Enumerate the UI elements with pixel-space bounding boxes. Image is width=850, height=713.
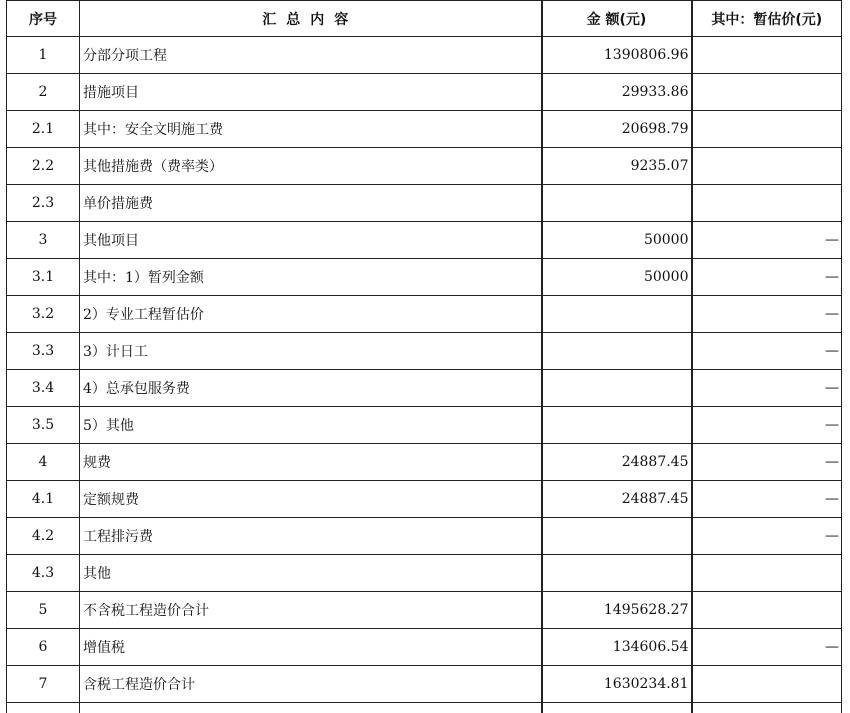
row-no: 3.3: [7, 333, 80, 370]
row-no: 4.1: [7, 481, 80, 518]
row-no: 2.1: [7, 111, 80, 148]
row-provisional: [692, 185, 842, 222]
row-no: 2.2: [7, 148, 80, 185]
row-provisional: —: [692, 481, 842, 518]
header-amount: 金 额(元): [542, 1, 692, 37]
row-amount: [542, 555, 692, 592]
table-row: [7, 185, 842, 222]
row-provisional: [692, 148, 842, 185]
table-row: [7, 259, 842, 296]
row-content: 不含税工程造价合计: [80, 592, 542, 629]
row-provisional: —: [692, 629, 842, 666]
row-amount: [542, 407, 692, 444]
row-provisional: [692, 74, 842, 111]
row-no: 2.3: [7, 185, 80, 222]
header-no: 序号: [7, 1, 80, 37]
table-row: [7, 111, 842, 148]
row-provisional: [692, 111, 842, 148]
header-provisional: 其中：暂估价(元): [692, 1, 842, 37]
table-row: [7, 37, 842, 74]
table-row: [7, 74, 842, 111]
table-row-partial: [7, 703, 842, 713]
row-no: 3.5: [7, 407, 80, 444]
row-amount: [542, 296, 692, 333]
table-row: [7, 629, 842, 666]
row-provisional: [692, 592, 842, 629]
row-content: 增值税: [80, 629, 542, 666]
row-content: 分部分项工程: [80, 37, 542, 74]
empty-cell: [80, 703, 542, 713]
row-provisional: —: [692, 296, 842, 333]
row-amount: 1390806.96: [542, 37, 692, 74]
header-content: 汇总内容: [80, 1, 542, 37]
row-amount: 1495628.27: [542, 592, 692, 629]
row-content: 3）计日工: [80, 333, 542, 370]
row-amount: 1630234.81: [542, 666, 692, 703]
empty-cell: [692, 703, 842, 713]
row-no: 5: [7, 592, 80, 629]
row-content: 5）其他: [80, 407, 542, 444]
row-no: 4.3: [7, 555, 80, 592]
row-content: 其他项目: [80, 222, 542, 259]
row-no: 3.4: [7, 370, 80, 407]
row-provisional: [692, 555, 842, 592]
row-provisional: —: [692, 518, 842, 555]
row-provisional: —: [692, 407, 842, 444]
row-amount: 9235.07: [542, 148, 692, 185]
cost-summary-table: [6, 0, 842, 713]
row-no: 6: [7, 629, 80, 666]
row-no: 7: [7, 666, 80, 703]
row-provisional: [692, 37, 842, 74]
row-content: 其他: [80, 555, 542, 592]
table-row: [7, 148, 842, 185]
row-no: 4: [7, 444, 80, 481]
row-amount: 134606.54: [542, 629, 692, 666]
row-provisional: —: [692, 370, 842, 407]
row-amount: 29933.86: [542, 74, 692, 111]
table-body: [7, 37, 842, 713]
row-content: 单价措施费: [80, 185, 542, 222]
row-content: 2）专业工程暂估价: [80, 296, 542, 333]
row-content: 4）总承包服务费: [80, 370, 542, 407]
table-row: [7, 222, 842, 259]
table-row: [7, 444, 842, 481]
row-content: 措施项目: [80, 74, 542, 111]
row-amount: 50000: [542, 259, 692, 296]
row-content: 其他措施费（费率类）: [80, 148, 542, 185]
table-row: [7, 296, 842, 333]
table-row: [7, 518, 842, 555]
header-row: [7, 1, 842, 37]
row-provisional: —: [692, 222, 842, 259]
row-no: 3.2: [7, 296, 80, 333]
row-amount: [542, 370, 692, 407]
row-amount: 24887.45: [542, 481, 692, 518]
row-content: 其中：安全文明施工费: [80, 111, 542, 148]
row-content: 其中：1）暂列金额: [80, 259, 542, 296]
empty-cell: [542, 703, 692, 713]
row-amount: 24887.45: [542, 444, 692, 481]
row-provisional: —: [692, 333, 842, 370]
row-no: 2: [7, 74, 80, 111]
row-amount: 20698.79: [542, 111, 692, 148]
table-row: [7, 370, 842, 407]
row-provisional: —: [692, 444, 842, 481]
row-amount: 50000: [542, 222, 692, 259]
table-row: [7, 555, 842, 592]
row-content: 定额规费: [80, 481, 542, 518]
row-amount: [542, 518, 692, 555]
table-row: [7, 481, 842, 518]
row-content: 工程排污费: [80, 518, 542, 555]
row-content: 规费: [80, 444, 542, 481]
empty-cell: [7, 703, 80, 713]
table-row: [7, 666, 842, 703]
table-row: [7, 592, 842, 629]
row-amount: [542, 333, 692, 370]
table-row: [7, 333, 842, 370]
row-amount: [542, 185, 692, 222]
row-no: 3: [7, 222, 80, 259]
table-row: [7, 407, 842, 444]
row-provisional: —: [692, 259, 842, 296]
row-no: 1: [7, 37, 80, 74]
row-no: 3.1: [7, 259, 80, 296]
row-no: 4.2: [7, 518, 80, 555]
row-content: 含税工程造价合计: [80, 666, 542, 703]
row-provisional: [692, 666, 842, 703]
